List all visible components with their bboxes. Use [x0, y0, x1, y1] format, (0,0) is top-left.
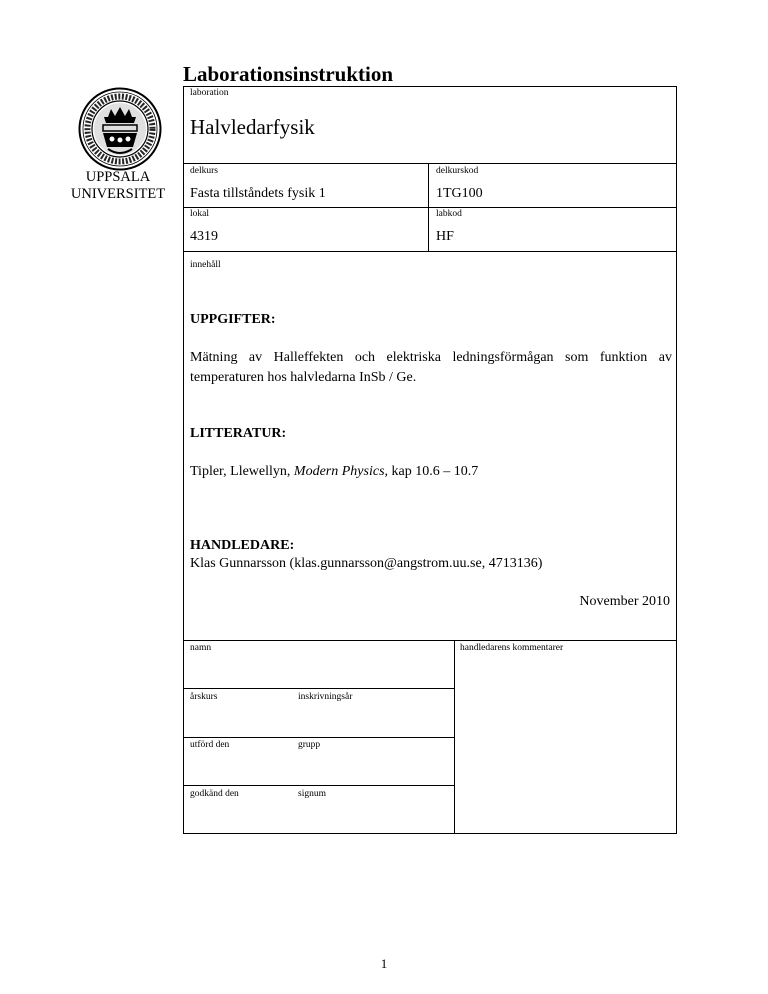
- frame-bottom: [183, 833, 677, 834]
- godkand-label: godkänd den: [190, 789, 239, 799]
- page-number: 1: [380, 956, 388, 971]
- delkurs-label: delkurs: [190, 166, 218, 176]
- frame-left: [183, 86, 184, 834]
- handledare-text: Klas Gunnarsson (klas.gunnarsson@angstrom.uu.se, 4713136): [190, 556, 543, 571]
- university-name-line1: UPPSALA: [85, 169, 151, 185]
- divider-namn: [183, 688, 454, 689]
- divider-signoff: [183, 640, 677, 641]
- frame-top: [183, 86, 677, 87]
- delkurs-value: Fasta tillståndets fysik 1: [190, 186, 326, 201]
- university-seal-icon: [78, 87, 162, 171]
- divider-lokal: [183, 251, 677, 252]
- lokal-value: 4319: [190, 229, 218, 244]
- divider-vertical-codes: [428, 163, 429, 251]
- laboration-label: laboration: [190, 88, 229, 98]
- litteratur-reference: [190, 462, 672, 482]
- lokal-label: lokal: [190, 209, 209, 219]
- utford-label: utförd den: [190, 740, 230, 750]
- uppgifter-text: Mätning av Halleffekten och elektriska ledningsförmågan som funktion av temperaturen hos halvledarna InSb / Ge.: [190, 350, 672, 385]
- document-title: Laborationsinstruktion: [183, 62, 394, 86]
- namn-label: namn: [190, 643, 212, 653]
- litteratur-book: Modern Physics,: [293, 464, 389, 479]
- delkurskod-value: 1TG100: [436, 186, 483, 201]
- divider-utford: [183, 785, 454, 786]
- divider-vertical-signoff: [454, 640, 455, 834]
- labkod-label: labkod: [436, 209, 462, 219]
- litteratur-chapter: kap 10.6 – 10.7: [391, 464, 479, 479]
- university-name-line2: UNIVERSITET: [70, 186, 166, 202]
- grupp-label: grupp: [298, 740, 321, 750]
- litteratur-heading: LITTERATUR:: [190, 426, 287, 441]
- arskurs-label: årskurs: [190, 692, 218, 702]
- university-name: [56, 169, 180, 203]
- divider-delkurs: [183, 207, 677, 208]
- litteratur-author: Tipler, Llewellyn,: [190, 464, 291, 479]
- kommentarer-label: handledarens kommentarer: [460, 643, 564, 653]
- signum-label: signum: [298, 789, 326, 799]
- uppgifter-heading: UPPGIFTER:: [190, 312, 276, 327]
- labkod-value: HF: [436, 229, 454, 244]
- laboration-value: Halvledarfysik: [190, 115, 315, 139]
- innehall-label: innehåll: [190, 260, 221, 270]
- divider-arskurs: [183, 737, 454, 738]
- divider-laboration: [183, 163, 677, 164]
- document-date: November 2010: [579, 594, 670, 609]
- delkurskod-label: delkurskod: [436, 166, 479, 176]
- handledare-heading: HANDLEDARE:: [190, 538, 295, 553]
- inskrivningsar-label: inskrivningsår: [298, 692, 353, 702]
- frame-right: [676, 86, 677, 834]
